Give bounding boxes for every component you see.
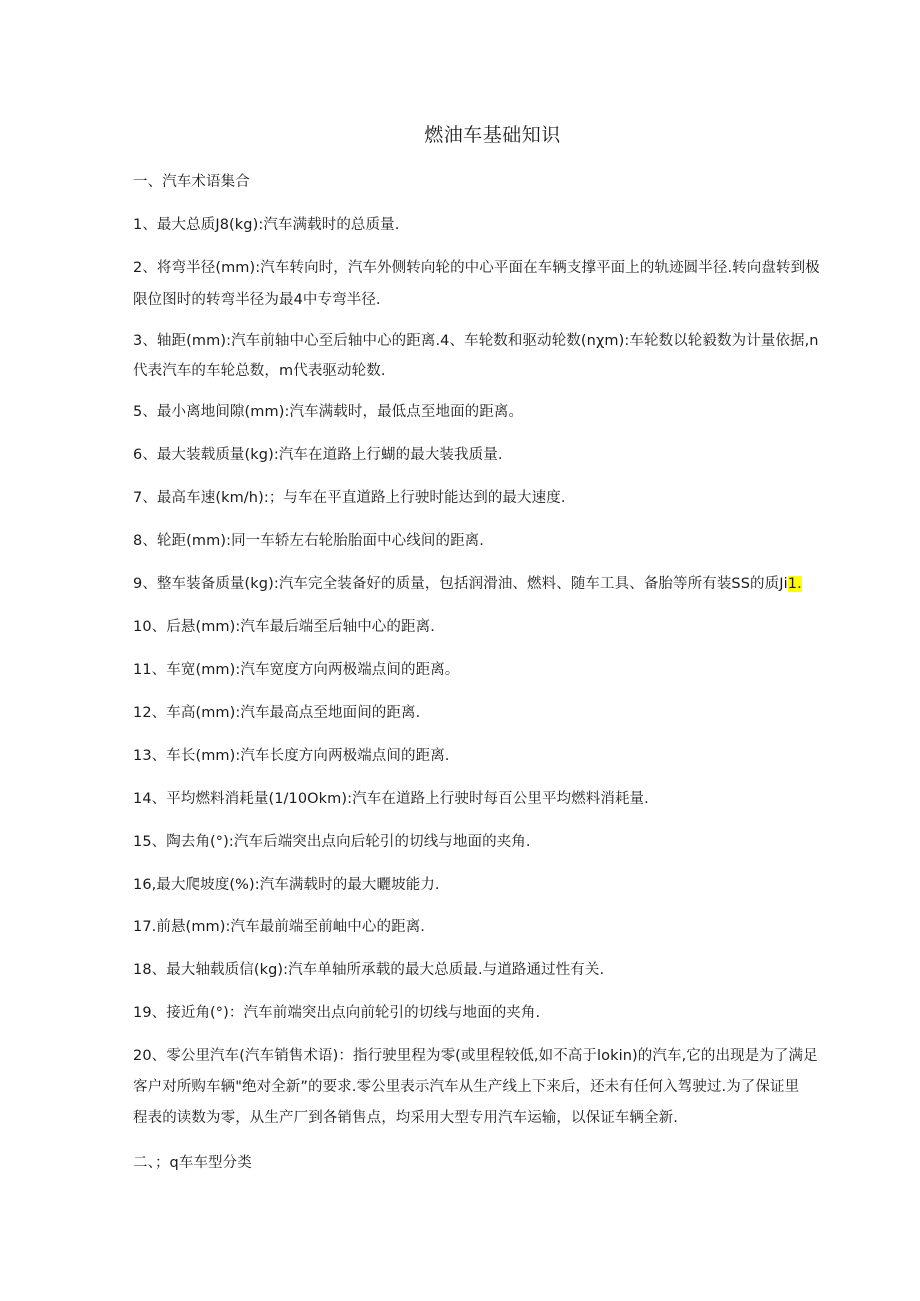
term-7: 7、最高车速(km/h):；与车在平直道路上行驶时能达到的最大速度. <box>133 490 566 506</box>
term-9 <box>133 569 853 599</box>
section-heading-2: 二、；q车车型分类 <box>133 1155 252 1171</box>
term-19: 19、接近角(°)：汽车前端突出点向前轮引的切线与地面的夹角. <box>133 1005 541 1021</box>
term-20-continued-2: 程表的读数为零，从生产厂到各销售点，均采用大型专用汽车运输，以保证车辆全新. <box>133 1110 678 1126</box>
highlighted-text: 1. <box>787 576 802 592</box>
term-16: 16,最大爬坡度(%):汽车满载时的最大曬坡能力. <box>133 877 440 893</box>
term-20: 20、零公里汽车(汽车销售术语)：指行驶里程为零(或里程较低,如不高于lokin)的汽车,它的出现是为了满足 <box>133 1048 818 1064</box>
term-18: 18、最大轴载质信(kg):汽车单轴所承载的最大总质最.与道路通过性有关. <box>133 962 605 978</box>
term-17: 17.前悬(mm):汽车最前端至前岫中心的距离. <box>133 919 426 935</box>
term-3-4: 3、轴距(mm):汽车前轴中心至后轴中心的距离.4、车轮数和驱动轮数(nχm):车轮数以轮毅数为计量依据,n <box>133 333 819 349</box>
term-11: 11、车宽(mm):汽车宽度方向两极端点间的距离。 <box>133 662 460 678</box>
term-14: 14、平均燃料消耗量(1/10Okm):汽车在道路上行驶时每百公里平均燃料消耗量. <box>133 791 649 807</box>
term-12: 12、车高(mm):汽车最高点至地面间的距离. <box>133 705 421 721</box>
section-heading: 一、汽车术语集合 <box>133 174 250 190</box>
term-10: 10、后悬(mm):汽车最后端至后轴中心的距离. <box>133 619 435 635</box>
term-6: 6、最大装载质量(kg):汽车在道路上行蝴的最大装我质量. <box>133 447 503 463</box>
term-13: 13、车长(mm):汽车长度方向两极端点间的距离. <box>133 748 450 764</box>
term-5: 5、最小离地间隙(mm):汽车满载时，最低点至地面的距离。 <box>133 404 524 420</box>
term-20-continued-1: 客户对所购车辆"绝对全新”的要求.零公里表示汽车从生产线上下来后，还未有任何入驾驶过.为了保证里 <box>133 1079 800 1095</box>
term-8: 8、轮距(mm):同一车轿左右轮胎胎面中心线间的距离. <box>133 533 484 549</box>
term-1: 1、最大总质J8(kg):汽车满载时的总质量. <box>133 217 400 233</box>
term-15: 15、陶去角(°):汽车后端突出点向后轮引的切线与地面的夹角. <box>133 834 531 850</box>
term-3-4-continued: 代表汽车的车轮总数，m代表驱动轮数. <box>133 363 386 379</box>
term-2: 2、将弯半径(mm):汽车转向时，汽车外侧转向轮的中心平面在车辆支撑平面上的轨迹圆半径.转向盘转到极 <box>133 260 820 276</box>
document-title: 燃油车基础知识 <box>424 124 561 146</box>
term-2-continued: 限位图时的转弯半径为最4中专弯半径. <box>133 292 381 308</box>
term-9-text: 9、整车装备质量(kg):汽车完全装备好的质量，包括润滑油、燃料、随车工具、备胎等所有装SS的质Ji <box>133 576 788 592</box>
